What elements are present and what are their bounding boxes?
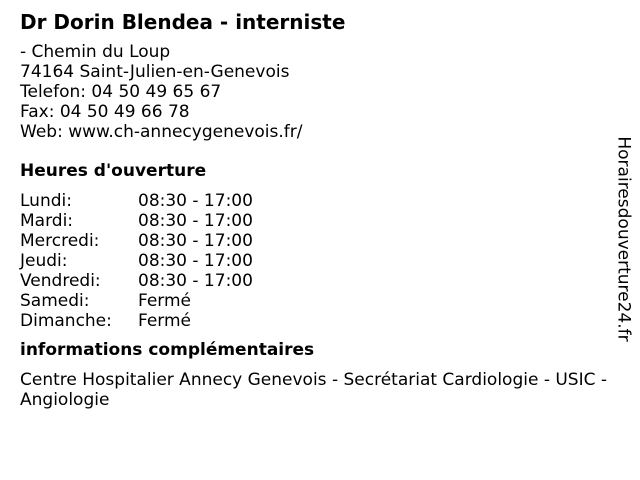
hours-day-label: Jeudi: (20, 251, 68, 271)
info-section-title: informations complémentaires (20, 340, 315, 360)
contact-web: Web: www.ch-annecygenevois.fr/ (20, 122, 303, 142)
page-title: Dr Dorin Blendea - interniste (20, 10, 346, 34)
hours-time-value: 08:30 - 17:00 (138, 271, 253, 291)
hours-day-label: Samedi: (20, 291, 90, 311)
brand-watermark (611, 134, 637, 344)
contact-block (20, 42, 610, 142)
hours-time-value: 08:30 - 17:00 (138, 251, 253, 271)
hours-row-tuesday (20, 211, 610, 231)
hours-row-thursday (20, 251, 610, 271)
hours-time-value: 08:30 - 17:00 (138, 231, 253, 251)
hours-day-label: Lundi: (20, 191, 72, 211)
hours-day-label: Vendredi: (20, 271, 101, 291)
hours-row-friday (20, 271, 610, 291)
contact-phone: Telefon: 04 50 49 65 67 (20, 82, 222, 102)
hours-day-label: Mardi: (20, 211, 74, 231)
business-listing (20, 10, 610, 410)
hours-time-value: Fermé (138, 311, 192, 331)
contact-street: - Chemin du Loup (20, 42, 171, 62)
contact-fax: Fax: 04 50 49 66 78 (20, 102, 190, 122)
hours-row-wednesday (20, 231, 610, 251)
hours-row-saturday (20, 291, 610, 311)
hours-time-value: Fermé (138, 291, 192, 311)
hours-row-monday (20, 191, 610, 211)
hours-table (20, 191, 610, 331)
info-text: Centre Hospitalier Annecy Genevois - Secrétariat Cardiologie - USIC - Angiologie (20, 370, 608, 410)
hours-section-title: Heures d'ouverture (20, 161, 207, 181)
hours-day-label: Mercredi: (20, 231, 100, 251)
hours-row-sunday (20, 311, 610, 331)
contact-city: 74164 Saint-Julien-en-Genevois (20, 62, 290, 82)
hours-time-value: 08:30 - 17:00 (138, 191, 253, 211)
brand-text: Horairesdouverture24.fr (614, 136, 634, 342)
hours-time-value: 08:30 - 17:00 (138, 211, 253, 231)
hours-day-label: Dimanche: (20, 311, 112, 331)
